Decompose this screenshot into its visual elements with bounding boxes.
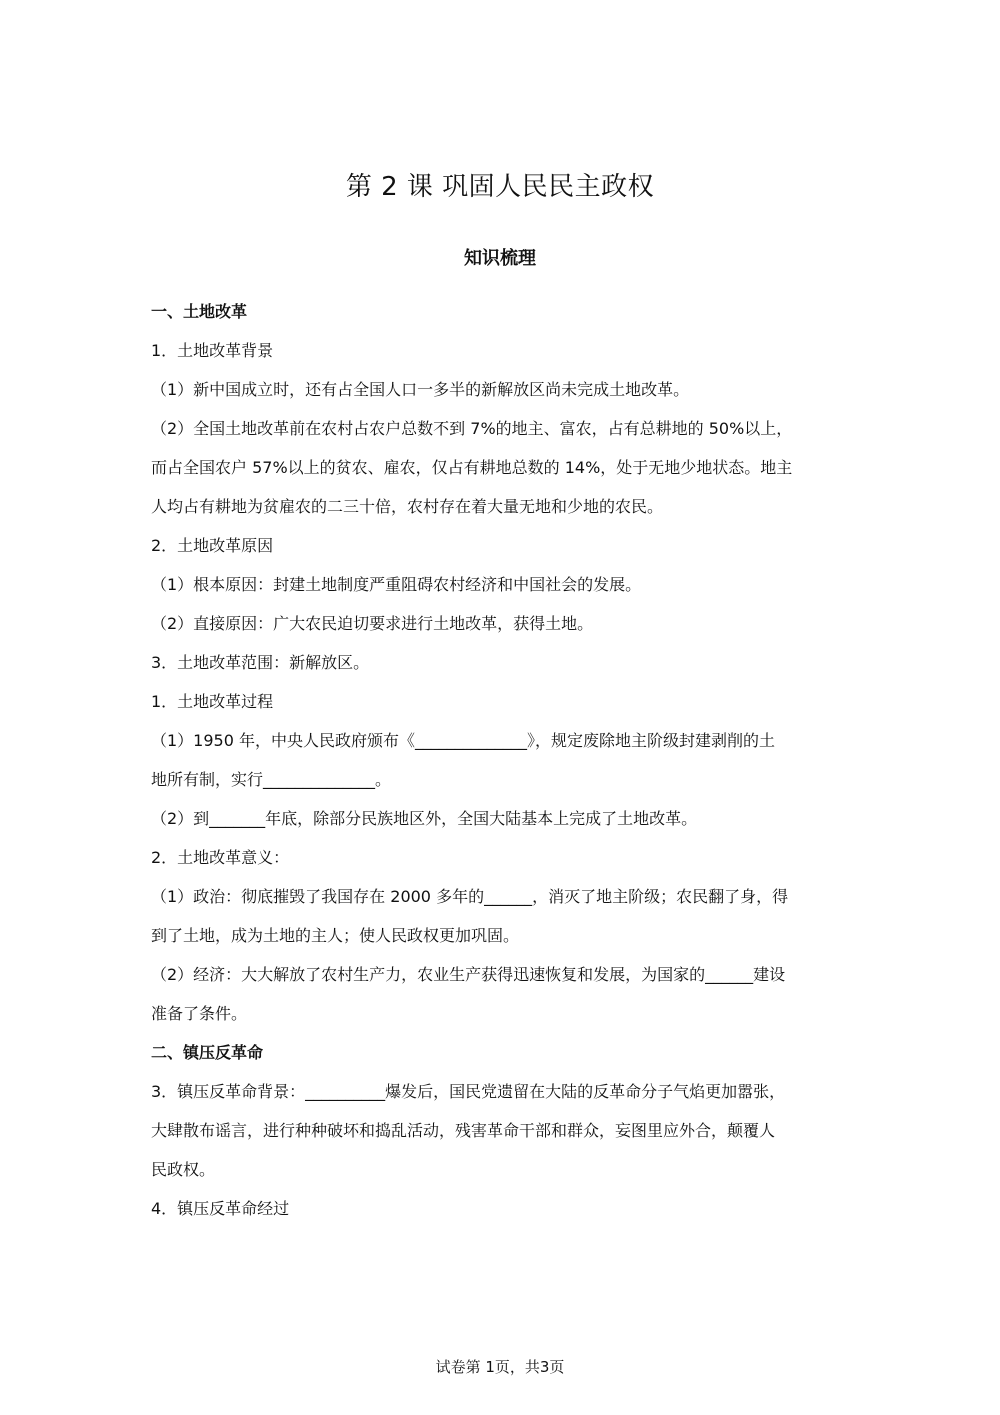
fill-blank-line: （2）经济：大大解放了农村生产力，农业生产获得迅速恢复和发展，为国家的______建设 (151, 965, 786, 984)
text-line: 准备了条件。 (151, 1004, 248, 1023)
text-line: 到了土地，成为土地的主人；使人民政权更加巩固。 (151, 926, 520, 945)
text-line: （2）直接原因：广大农民迫切要求进行土地改革，获得土地。 (151, 614, 594, 633)
section-heading-land-reform: 一、土地改革 (151, 302, 248, 321)
section-subtitle: 知识梳理 (464, 248, 536, 269)
fill-blank-line: （2）到_______年底，除部分民族地区外，全国大陆基本上完成了土地改革。 (151, 809, 698, 828)
fill-blank-line: 3．镇压反革命背景：__________爆发后，国民党遗留在大陆的反革命分子气焰更加嚣张， (151, 1082, 786, 1101)
text-line: 民政权。 (151, 1160, 216, 1179)
text-line: （1）根本原因：封建土地制度严重阻碍农村经济和中国社会的发展。 (151, 575, 642, 594)
fill-blank-line: （1）政治：彻底摧毁了我国存在 2000 多年的______，消灭了地主阶级；农民翻了身，得 (151, 887, 789, 906)
item-heading: 3．土地改革范围：新解放区。 (151, 653, 370, 672)
page-footer: 试卷第 1页，共3页 (435, 1358, 565, 1376)
text-line: 大肆散布谣言，进行种种破坏和捣乱活动，残害革命干部和群众，妄图里应外合，颠覆人 (151, 1121, 776, 1140)
text-line: （1）新中国成立时，还有占全国人口一多半的新解放区尚未完成土地改革。 (151, 380, 690, 399)
fill-blank-line: 地所有制，实行______________。 (151, 770, 392, 789)
text-line: （2）全国土地改革前在农村占农户总数不到 7%的地主、富农，占有总耕地的 50%以上， (151, 419, 793, 438)
item-heading: 2．土地改革意义： (151, 848, 290, 867)
page-title: 第 2 课 巩固人民民主政权 (345, 172, 655, 202)
fill-blank-line: （1）1950 年，中央人民政府颁布《______________》，规定废除地主阶级封建剥削的土 (151, 731, 775, 750)
section-heading-suppression: 二、镇压反革命 (151, 1043, 264, 1062)
item-heading: 2．土地改革原因 (151, 536, 274, 555)
item-heading: 4．镇压反革命经过 (151, 1199, 290, 1218)
item-heading: 1．土地改革过程 (151, 692, 274, 711)
item-heading: 1．土地改革背景 (151, 341, 274, 360)
document-body (151, 292, 851, 1228)
text-line: 而占全国农户 57%以上的贫农、雇农，仅占有耕地总数的 14%，处于无地少地状态。地主 (151, 458, 793, 477)
text-line: 人均占有耕地为贫雇农的二三十倍，农村存在着大量无地和少地的农民。 (151, 497, 664, 516)
